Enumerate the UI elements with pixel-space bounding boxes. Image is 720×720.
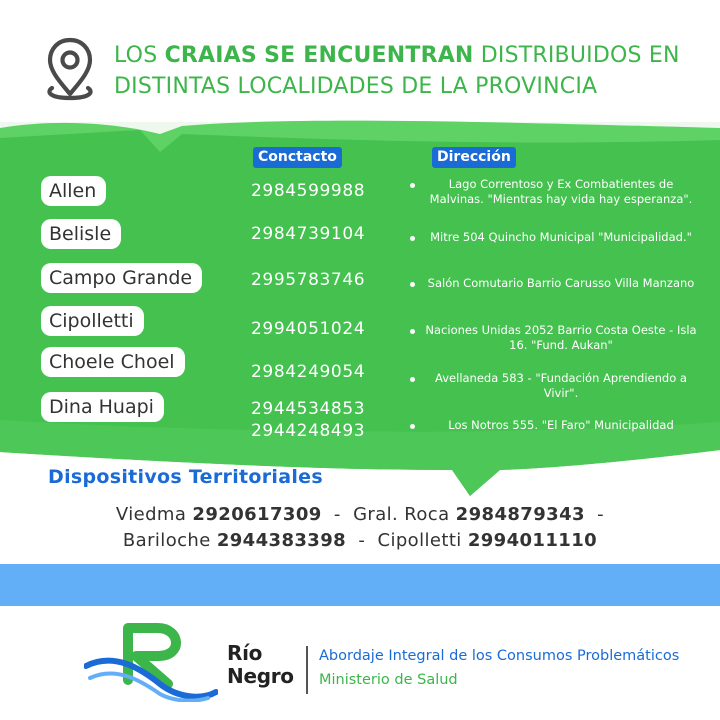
- address-item: Salón Comutario Barrio Carusso Villa Manzano: [408, 276, 700, 291]
- program-name: Abordaje Integral de los Consumos Problemáticos: [319, 648, 680, 664]
- address-item: Naciones Unidas 2052 Barrio Costa Oeste - Isla 16. "Fund. Aukan": [408, 323, 700, 353]
- territorial-line-2: Bariloche 2944383398 - Cipolletti 2994011110: [122, 530, 598, 551]
- territorial-line-1: Viedma 2920617309 - Gral. Roca 2984879343 -: [115, 504, 605, 525]
- blue-band: [0, 564, 720, 606]
- rio-negro-logo-icon: [84, 622, 218, 702]
- address-item: Mitre 504 Quincho Municipal "Municipalidad.": [408, 230, 700, 245]
- bullet-icon: [410, 424, 415, 429]
- locality-pill: Allen: [41, 176, 106, 206]
- phone-number: 2995783746: [251, 270, 366, 290]
- address-item: Avellaneda 583 - "Fundación Aprendiendo a Vivir".: [408, 371, 700, 401]
- locality-pill: Campo Grande: [41, 263, 202, 293]
- phone-number: 2984599988: [251, 181, 366, 201]
- address-column-header: Dirección: [432, 147, 516, 168]
- bullet-icon: [410, 329, 415, 334]
- headline-bold-2: SE ENCUENTRAN: [264, 43, 474, 68]
- bullet-icon: [410, 282, 415, 287]
- bullet-icon: [410, 183, 415, 188]
- brand-divider: [306, 646, 308, 694]
- phone-number: 2944534853: [251, 399, 366, 419]
- headline-line-2: DISTINTAS LOCALIDADES DE LA PROVINCIA: [114, 74, 598, 99]
- locality-pill: Dina Huapi: [41, 392, 164, 422]
- phone-number: 2944248493: [251, 421, 366, 441]
- bullet-icon: [410, 236, 415, 241]
- headline-bold: CRAIAS: [164, 43, 257, 68]
- locality-pill: Choele Choel: [41, 347, 185, 377]
- territorial-title: Dispositivos Territoriales: [48, 466, 323, 488]
- phone-number: 2994051024: [251, 319, 366, 339]
- headline-line-1: LOS CRAIAS SE ENCUENTRAN DISTRIBUIDOS EN: [114, 43, 680, 68]
- contact-column-header: Conctacto: [253, 147, 342, 168]
- phone-number: 2984739104: [251, 224, 366, 244]
- locality-pill: Belisle: [41, 219, 121, 249]
- address-item: Los Notros 555. "El Faro" Municipalidad: [408, 418, 700, 433]
- address-item: Lago Correntoso y Ex Combatientes de Malvinas. "Mientras hay vida hay esperanza".: [408, 177, 700, 207]
- brand-name: Río Negro: [227, 641, 294, 688]
- ministry-name: Ministerio de Salud: [319, 672, 458, 688]
- phone-number: 2984249054: [251, 362, 366, 382]
- headline: [114, 40, 714, 102]
- location-pin-icon: [44, 36, 96, 102]
- locality-pill: Cipolletti: [41, 306, 144, 336]
- bullet-icon: [410, 377, 415, 382]
